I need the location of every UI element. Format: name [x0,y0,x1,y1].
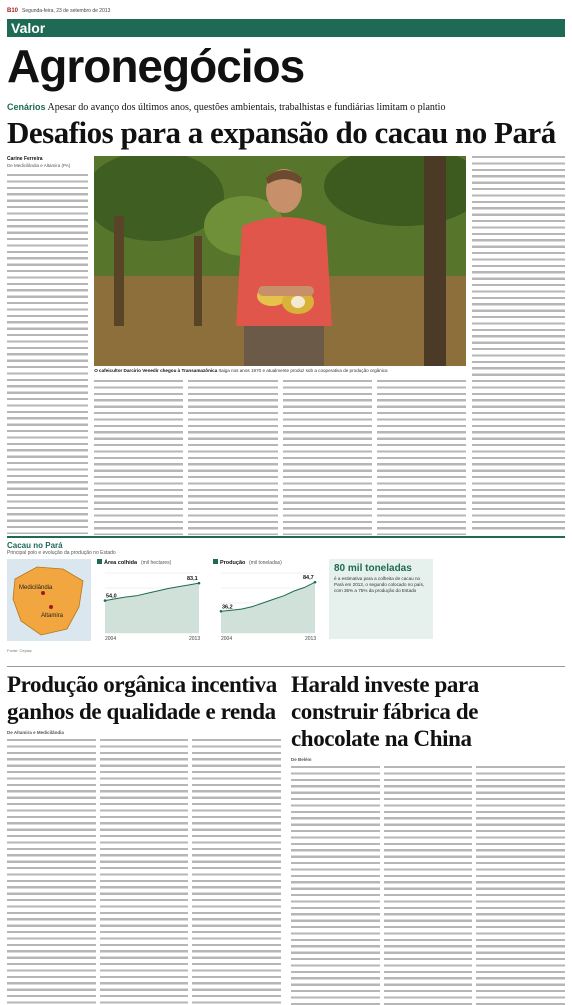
lead-story-body [7,156,565,536]
section-band: Valor [7,19,565,37]
article-text-block [192,739,281,1005]
story-harald-headline: Harald investe para construir fábrica de chocolate na China [291,672,479,751]
infobox-row [7,559,565,643]
stat-text: é a estimativa para a colheita de cacau no Pará em 2013, o segundo colocado no país, com 35% a 75% da produção do Estado [334,576,425,593]
chart-data-label: 54,0 [106,593,117,600]
chart-data-label: 36,2 [222,604,233,611]
lead-author: Carine Ferreira [7,156,43,162]
state-map [7,559,91,641]
chart-point [104,599,107,602]
chart-area-colhida-svg [97,559,207,643]
infobox-subtitle: Principal polo e evolução da produção no Estado [7,550,116,556]
chart-area-colhida [97,559,207,643]
chart-data-label: 83,1 [187,576,198,583]
article-text-block [384,766,473,1005]
lead-deck-line [7,101,565,114]
lead-center [94,156,466,536]
lead-headline: Desafios para a expansão do cacau no Pará [7,115,556,150]
chart-tick-label: 2004 [221,636,233,642]
photo-caption [94,368,466,376]
lead-column-left [7,156,88,536]
lead-column-right [472,156,565,536]
chart-unit: (mil toneladas) [249,560,282,566]
section-title: Agronegócios [7,40,305,92]
story-organic-columns [7,739,281,1005]
issue-date: Segunda-feira, 23 de setembro de 2013 [22,8,111,14]
lead-kicker: Cenários [7,102,46,112]
stat-callout [329,559,433,639]
article-text-block [94,380,183,535]
article-text-block [377,380,466,535]
lead-text-columns [94,380,466,535]
chart-unit: (mil hectares) [141,560,172,566]
chart-producao-svg [213,559,323,643]
lead-deck: Apesar do avanço dos últimos anos, questões ambientais, trabalhistas e fundiárias limitam o plantio [47,102,446,113]
article-text-block [100,739,189,1005]
chart-producao [213,559,323,643]
chart-title: Área colhida [104,560,138,566]
photo-caption-bold: O cafeicultor Darcirio Venedir chegou à Transamazônica [94,368,218,373]
story-harald-dateline: De Belém [291,757,312,762]
chart-point [220,610,223,613]
infobox-cacau-para [7,536,565,654]
story-organic-headline: Produção orgânica incentiva ganhos de qualidade e renda [7,672,277,724]
secondary-stories [7,666,565,1005]
infobox-title: Cacau no Pará [7,541,63,550]
chart-tick-label: 2013 [189,636,201,642]
map-label-medicilandia: Medicilândia [19,585,53,591]
chart-data-label: 84,7 [303,575,314,582]
chart-point [314,581,317,584]
article-text-block [283,380,372,535]
chart-area-fill [105,583,199,633]
map-label-altamira: Altamira [41,613,64,619]
page-number: B10 [7,8,19,14]
page-topbar [7,5,565,17]
chart-title: Produção [220,560,246,566]
infobox-source: Fonte: Ceplac [7,648,32,653]
photo-caption-text: Itaiga nos anos 1970 e atualmente produz sob a cooperativa de produção orgânica [218,368,388,373]
chart-area-fill [221,582,315,633]
article-text-block [291,766,380,1005]
article-text-block [7,174,88,534]
article-text-block [476,766,565,1005]
story-organic-dateline: De Altamira e Medicilândia [7,730,64,735]
story-harald-columns [291,766,565,1005]
chart-tick-label: 2013 [305,636,317,642]
article-text-block [472,156,565,532]
article-text-block [188,380,277,535]
legend-swatch [97,559,102,564]
lead-photo [94,156,466,366]
para-map-graphic [7,559,91,641]
farmer-photo-illustration [94,156,466,366]
legend-swatch [213,559,218,564]
story-organic [7,671,281,1005]
lead-dateline: De Medicilândia e Altamira (PA) [7,163,71,169]
article-text-block [7,739,96,1005]
chart-tick-label: 2004 [105,636,117,642]
story-harald [291,671,565,1005]
chart-point [198,582,201,585]
stat-value: 80 mil toneladas [334,563,412,574]
